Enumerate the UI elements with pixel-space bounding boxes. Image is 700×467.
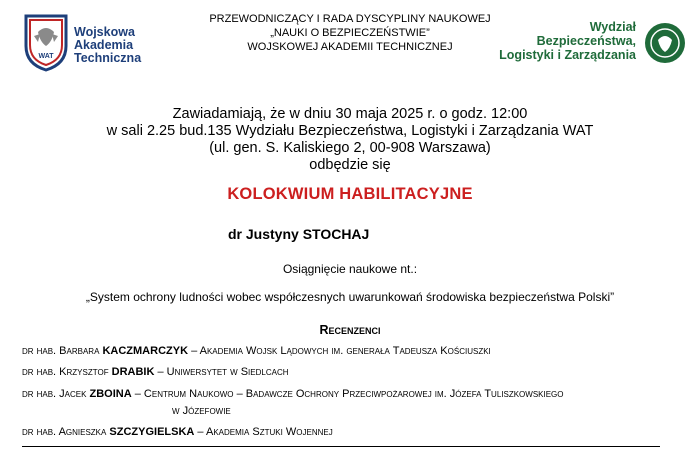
wat-logo-line: Techniczna <box>74 51 142 65</box>
reviewer-entry <box>22 366 289 378</box>
event-title: KOLOKWIUM HABILITACYJNE <box>227 185 473 203</box>
header-line: PRZEWODNICZĄCY I RADA DYSCYPLINY NAUKOWEJ <box>209 13 491 25</box>
reviewer-affiliation: – Akademia Wojsk Lądowych im. generała Tadeusza Kościuszki <box>188 345 491 357</box>
notice-line: Zawiadamiają, że w dniu 30 maja 2025 r. o godz. 12:00 <box>172 106 528 122</box>
wat-crest-text: WAT <box>38 53 54 60</box>
reviewers-heading: Recenzenci <box>319 323 381 337</box>
reviewer-affiliation: – Uniwersytet w Siedlcach <box>154 366 289 378</box>
faculty-logo-line: Wydział <box>589 20 636 34</box>
reviewer-name: dr hab. Barbara <box>22 345 103 357</box>
achievement-label: Osiągnięcie naukowe nt.: <box>282 262 418 276</box>
header-line: WOJSKOWEJ AKADEMII TECHNICZNEJ <box>247 41 453 53</box>
reviewer-affiliation-continuation: w Józefowie <box>172 405 231 417</box>
reviewer-surname: SZCZYGIELSKA <box>109 426 195 438</box>
reviewer-entry <box>22 388 564 400</box>
notice-line: (ul. gen. S. Kaliskiego 2, 00-908 Warszawa) <box>209 140 491 156</box>
bottom-divider <box>22 446 660 447</box>
notice-line: w sali 2.25 bud.135 Wydziału Bezpieczeństwa, Logistyki i Zarządzania WAT <box>106 123 594 139</box>
reviewer-name: dr hab. Agnieszka <box>22 426 110 438</box>
faculty-logo-line: Logistyki i Zarządzania <box>499 48 636 62</box>
reviewer-affiliation: – Akademia Sztuki Wojennej <box>194 426 333 438</box>
header-line: „NAUKI O BEZPIECZEŃSTWIE” <box>270 27 430 39</box>
notice-line: odbędzie się <box>309 157 391 173</box>
event-notice <box>0 106 700 174</box>
reviewer-affiliation: – Centrum Naukowo – Badawcze Ochrony Przeciwpożarowej im. Józefa Tuliszkowskiego <box>131 388 564 400</box>
candidate-name: dr Justyny STOCHAJ <box>228 226 370 242</box>
reviewer-surname: ZBOINA <box>89 388 132 400</box>
reviewer-surname: DRABIK <box>111 366 155 378</box>
reviewer-name: dr hab. Krzysztof <box>22 366 112 378</box>
achievement-title: „System ochrony ludności wobec współczesnych uwarunkowań środowiska bezpieczeństwa Polski” <box>85 290 615 304</box>
reviewer-name: dr hab. Jacek <box>22 388 90 400</box>
reviewer-entry <box>22 426 333 438</box>
reviewer-entry <box>22 345 491 357</box>
organizer-header <box>0 12 700 54</box>
faculty-logo-line: Bezpieczeństwa, <box>536 34 636 48</box>
wat-logo-line: Wojskowa <box>74 25 135 39</box>
wat-logo-line: Akademia <box>74 38 134 52</box>
reviewer-surname: KACZMARCZYK <box>102 345 189 357</box>
